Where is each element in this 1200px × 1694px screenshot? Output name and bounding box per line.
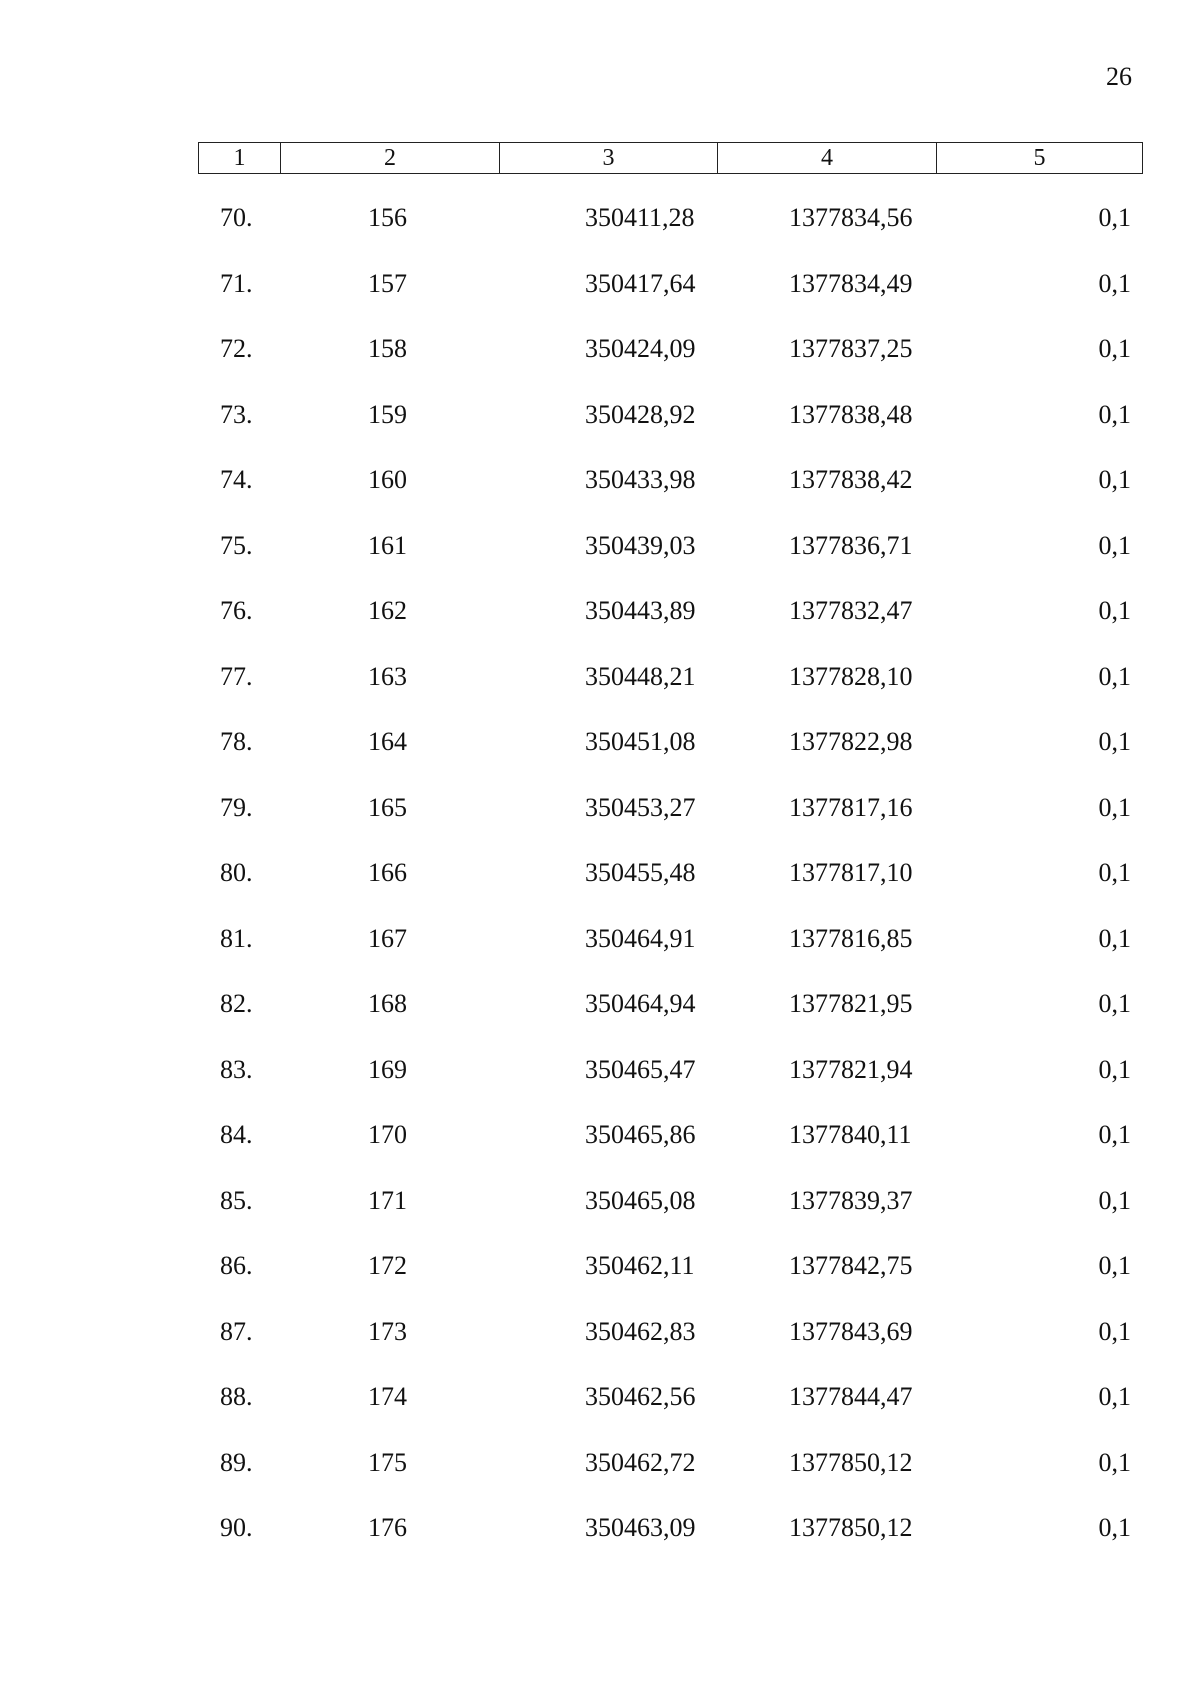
x-coordinate-cell: 350428,92 <box>585 399 696 429</box>
y-coordinate-cell: 1377844,47 <box>789 1382 913 1411</box>
y-coordinate-cell: 1377836,71 <box>789 530 913 560</box>
y-coordinate-cell: 1377821,94 <box>789 1054 913 1084</box>
y-coordinate-cell: 1377834,49 <box>789 268 913 298</box>
row-number-cell: 75. <box>220 530 253 560</box>
y-coordinate-cell: 1377843,69 <box>789 1316 913 1346</box>
accuracy-cell: 0,1 <box>1098 1251 1131 1280</box>
row-number-cell: 87. <box>220 1316 253 1346</box>
table-row <box>198 1233 1143 1299</box>
table-row <box>198 447 1143 513</box>
row-number-cell: 80. <box>220 858 253 887</box>
row-number-cell: 90. <box>220 1513 253 1542</box>
x-coordinate-cell: 350433,98 <box>585 465 696 494</box>
row-number-cell: 85. <box>220 1185 253 1215</box>
row-number-cell: 82. <box>220 989 253 1018</box>
accuracy-cell: 0,1 <box>1098 727 1131 756</box>
table-row <box>198 1102 1143 1168</box>
x-coordinate-cell: 350462,83 <box>585 1316 696 1346</box>
point-number-cell: 159 <box>368 399 407 429</box>
x-coordinate-cell: 350465,47 <box>585 1054 696 1084</box>
y-coordinate-cell: 1377816,85 <box>789 923 913 953</box>
x-coordinate-cell: 350462,56 <box>585 1382 696 1411</box>
header-cell-1: 1 <box>199 143 281 173</box>
header-cell-2: 2 <box>281 143 500 173</box>
y-coordinate-cell: 1377839,37 <box>789 1185 913 1215</box>
table-row <box>198 1430 1143 1496</box>
x-coordinate-cell: 350424,09 <box>585 334 696 363</box>
row-number-cell: 88. <box>220 1382 253 1411</box>
accuracy-cell: 0,1 <box>1098 465 1131 494</box>
table-row <box>198 709 1143 775</box>
row-number-cell: 84. <box>220 1120 253 1149</box>
point-number-cell: 169 <box>368 1054 407 1084</box>
row-number-cell: 86. <box>220 1251 253 1280</box>
table-row <box>198 906 1143 972</box>
accuracy-cell: 0,1 <box>1098 1120 1131 1149</box>
point-number-cell: 171 <box>368 1185 407 1215</box>
x-coordinate-cell: 350448,21 <box>585 661 696 691</box>
accuracy-cell: 0,1 <box>1098 268 1131 298</box>
point-number-cell: 168 <box>368 989 407 1018</box>
header-cell-5: 5 <box>1033 145 1046 171</box>
x-coordinate-cell: 350464,91 <box>585 923 696 953</box>
table-row <box>198 513 1143 579</box>
y-coordinate-cell: 1377828,10 <box>789 661 913 691</box>
point-number-cell: 172 <box>368 1251 407 1280</box>
y-coordinate-cell: 1377817,10 <box>789 858 913 887</box>
x-coordinate-cell: 350462,72 <box>585 1447 696 1477</box>
table-header <box>198 142 1143 174</box>
x-coordinate-cell: 350463,09 <box>585 1513 696 1542</box>
table-row <box>198 578 1143 644</box>
accuracy-cell: 0,1 <box>1098 661 1131 691</box>
accuracy-cell: 0,1 <box>1098 1185 1131 1215</box>
x-coordinate-cell: 350465,08 <box>585 1185 696 1215</box>
table-row <box>198 775 1143 841</box>
point-number-cell: 174 <box>368 1382 407 1411</box>
x-coordinate-cell: 350453,27 <box>585 792 696 822</box>
point-number-cell: 167 <box>368 923 407 953</box>
point-number-cell: 175 <box>368 1447 407 1477</box>
row-number-cell: 76. <box>220 596 253 625</box>
accuracy-cell: 0,1 <box>1098 858 1131 887</box>
accuracy-cell: 0,1 <box>1098 1513 1131 1542</box>
page-number: 26 <box>1106 62 1132 91</box>
y-coordinate-cell: 1377840,11 <box>789 1120 912 1149</box>
row-number-cell: 78. <box>220 727 253 756</box>
header-cell-4: 4 <box>718 143 937 173</box>
point-number-cell: 176 <box>368 1513 407 1542</box>
y-coordinate-cell: 1377850,12 <box>789 1447 913 1477</box>
x-coordinate-cell: 350417,64 <box>585 268 696 298</box>
point-number-cell: 162 <box>368 596 407 625</box>
x-coordinate-cell: 350464,94 <box>585 989 696 1018</box>
row-number-cell: 83. <box>220 1054 253 1084</box>
point-number-cell: 158 <box>368 334 407 363</box>
point-number-cell: 166 <box>368 858 407 887</box>
table-row <box>198 644 1143 710</box>
x-coordinate-cell: 350451,08 <box>585 727 696 756</box>
x-coordinate-cell: 350443,89 <box>585 596 696 625</box>
accuracy-cell: 0,1 <box>1098 923 1131 953</box>
y-coordinate-cell: 1377834,56 <box>789 203 913 232</box>
row-number-cell: 73. <box>220 399 253 429</box>
y-coordinate-cell: 1377850,12 <box>789 1513 913 1542</box>
accuracy-cell: 0,1 <box>1098 1054 1131 1084</box>
table-row <box>198 251 1143 317</box>
row-number-cell: 71. <box>220 268 253 298</box>
accuracy-cell: 0,1 <box>1098 1382 1131 1411</box>
x-coordinate-cell: 350411,28 <box>585 203 695 232</box>
accuracy-cell: 0,1 <box>1098 334 1131 363</box>
x-coordinate-cell: 350455,48 <box>585 858 696 887</box>
table-row <box>198 1495 1143 1561</box>
row-number-cell: 77. <box>220 661 253 691</box>
point-number-cell: 161 <box>368 530 407 560</box>
x-coordinate-cell: 350465,86 <box>585 1120 696 1149</box>
y-coordinate-cell: 1377817,16 <box>789 792 913 822</box>
table-row <box>198 1168 1143 1234</box>
accuracy-cell: 0,1 <box>1098 1316 1131 1346</box>
y-coordinate-cell: 1377821,95 <box>789 989 913 1018</box>
table-row <box>198 316 1143 382</box>
table-row <box>198 1364 1143 1430</box>
accuracy-cell: 0,1 <box>1098 792 1131 822</box>
table-row <box>198 971 1143 1037</box>
row-number-cell: 79. <box>220 792 253 822</box>
accuracy-cell: 0,1 <box>1098 530 1131 560</box>
row-number-cell: 72. <box>220 334 253 363</box>
accuracy-cell: 0,1 <box>1098 399 1131 429</box>
header-cell-3: 3 <box>500 143 718 173</box>
table-body <box>198 185 1143 1561</box>
y-coordinate-cell: 1377842,75 <box>789 1251 913 1280</box>
table-row <box>198 382 1143 448</box>
point-number-cell: 157 <box>368 268 407 298</box>
point-number-cell: 160 <box>368 465 407 494</box>
y-coordinate-cell: 1377822,98 <box>789 727 913 756</box>
point-number-cell: 156 <box>368 203 407 232</box>
accuracy-cell: 0,1 <box>1098 1447 1131 1477</box>
accuracy-cell: 0,1 <box>1098 596 1131 625</box>
row-number-cell: 70. <box>220 203 253 232</box>
point-number-cell: 165 <box>368 792 407 822</box>
point-number-cell: 164 <box>368 727 407 756</box>
accuracy-cell: 0,1 <box>1098 989 1131 1018</box>
point-number-cell: 170 <box>368 1120 407 1149</box>
accuracy-cell: 0,1 <box>1098 203 1131 232</box>
y-coordinate-cell: 1377838,42 <box>789 465 913 494</box>
y-coordinate-cell: 1377837,25 <box>789 334 913 363</box>
table-row <box>198 1299 1143 1365</box>
row-number-cell: 89. <box>220 1447 253 1477</box>
table-row <box>198 840 1143 906</box>
table-row <box>198 185 1143 251</box>
x-coordinate-cell: 350439,03 <box>585 530 696 560</box>
point-number-cell: 173 <box>368 1316 407 1346</box>
row-number-cell: 74. <box>220 465 253 494</box>
point-number-cell: 163 <box>368 661 407 691</box>
row-number-cell: 81. <box>220 923 253 953</box>
table-row <box>198 1037 1143 1103</box>
y-coordinate-cell: 1377838,48 <box>789 399 913 429</box>
x-coordinate-cell: 350462,11 <box>585 1251 695 1280</box>
y-coordinate-cell: 1377832,47 <box>789 596 913 625</box>
